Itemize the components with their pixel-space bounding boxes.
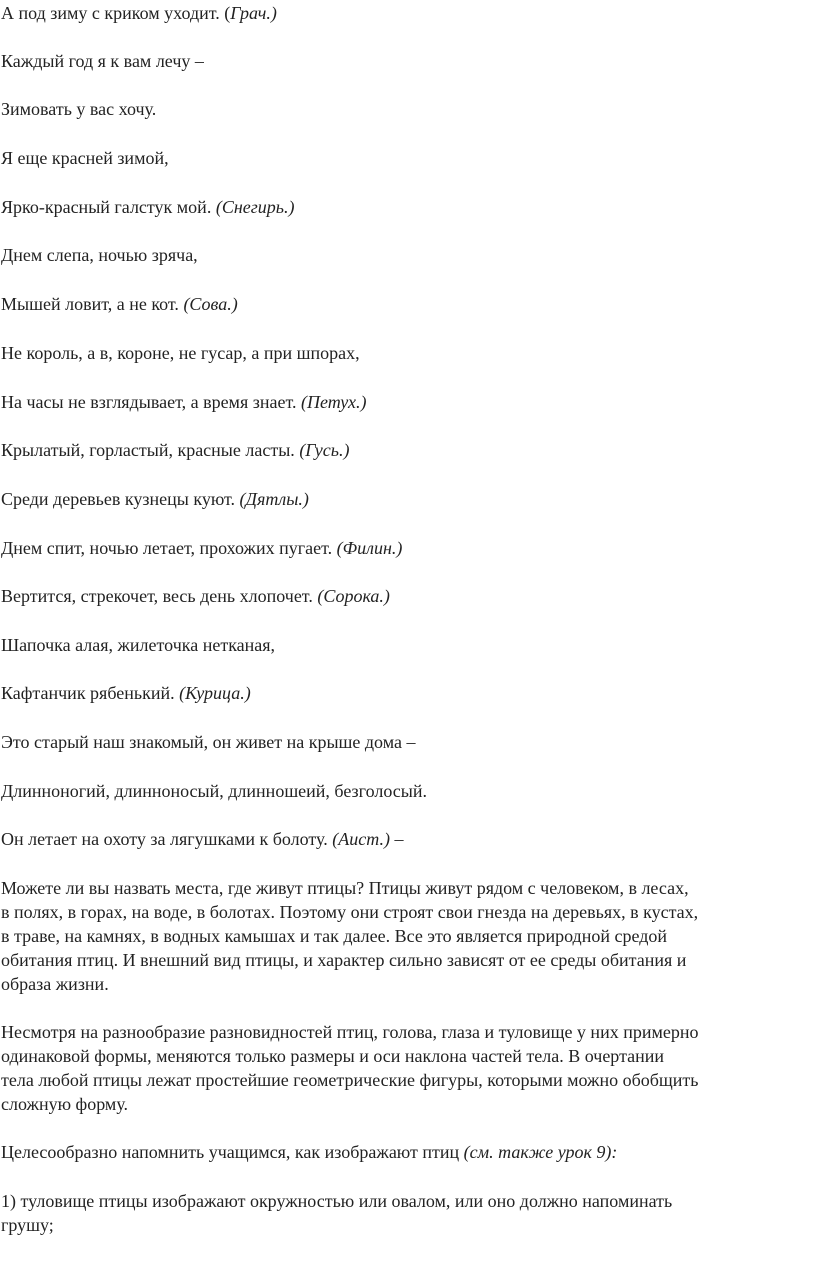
riddle-text: Зимовать у вас хочу. bbox=[1, 99, 157, 119]
riddle-text: Это старый наш знакомый, он живет на крыше дома – bbox=[1, 732, 416, 752]
paragraph-line: образа жизни. bbox=[1, 974, 109, 994]
riddle-answer: (Курица.) bbox=[179, 683, 251, 703]
riddle-line bbox=[1, 49, 204, 73]
remind-paragraph bbox=[1, 1140, 617, 1164]
riddle-line bbox=[1, 341, 360, 365]
riddle-line bbox=[1, 730, 415, 754]
riddle-line bbox=[1, 584, 390, 608]
riddle-line bbox=[1, 779, 427, 803]
riddle-text: Среди деревьев кузнецы куют. bbox=[1, 489, 240, 509]
riddle-answer: (Снегирь.) bbox=[215, 197, 295, 217]
riddle-answer: Грач.) bbox=[230, 3, 277, 23]
riddle-line bbox=[1, 681, 251, 705]
paragraph-line: сложную форму. bbox=[1, 1094, 129, 1114]
paragraph-line: в полях, в горах, на воде, в болотах. Поэтому они строят свои гнезда на деревьях, в кустах, bbox=[1, 902, 699, 922]
paragraph-line: 1) туловище птицы изображают окружностью или овалом, или оно должно напоминать bbox=[1, 1191, 673, 1211]
riddle-text: Длинноногий, длинноносый, длинношеий, безголосый. bbox=[1, 781, 428, 801]
riddle-answer: (Петух.) bbox=[300, 392, 367, 412]
riddle-line bbox=[1, 195, 294, 219]
paragraph-line: Можете ли вы назвать места, где живут птицы? Птицы живут рядом с человеком, в лесах, bbox=[1, 878, 689, 898]
riddle-text: Вертится, стрекочет, весь день хлопочет. bbox=[1, 586, 318, 606]
riddle-line bbox=[1, 97, 156, 121]
paragraph-line: Несмотря на разнообразие разновидностей птиц, голова, глаза и туловище у них примерно bbox=[1, 1022, 699, 1042]
riddle-answer: (Дятлы.) bbox=[239, 489, 309, 509]
lesson-reference: (см. также урок 9): bbox=[463, 1142, 618, 1162]
riddle-text: Не король, а в, короне, не гусар, а при шпорах, bbox=[1, 343, 360, 363]
riddle-text: А под зиму с криком уходит. ( bbox=[1, 3, 231, 23]
paragraph-line: тела любой птицы лежат простейшие геометрические фигуры, которыми можно обобщить bbox=[1, 1070, 699, 1090]
riddle-text: – bbox=[389, 829, 404, 849]
riddle-answer: (Аист.) bbox=[332, 829, 390, 849]
riddle-text: Шапочка алая, жилеточка нетканая, bbox=[1, 635, 276, 655]
riddle-line bbox=[1, 633, 275, 657]
paragraph-line: грушу; bbox=[1, 1215, 54, 1235]
riddle-line bbox=[1, 390, 367, 414]
shapes-paragraph bbox=[1, 1020, 816, 1116]
paragraph-line: одинаковой формы, меняются только размеры и оси наклона частей тела. В очертании bbox=[1, 1046, 665, 1066]
riddle-answer: (Сова.) bbox=[183, 294, 238, 314]
riddle-text: Днем спит, ночью летает, прохожих пугает. bbox=[1, 538, 337, 558]
riddle-text: Крылатый, горластый, красные ласты. bbox=[1, 440, 300, 460]
riddle-line bbox=[1, 292, 238, 316]
riddle-text: Он летает на охоту за лягушками к болоту. bbox=[1, 829, 333, 849]
step-1-paragraph bbox=[1, 1189, 816, 1237]
riddle-text: Днем слепа, ночью зряча, bbox=[1, 245, 198, 265]
riddle-text: Ярко-красный галстук мой. bbox=[1, 197, 216, 217]
riddle-text: Я еще красней зимой, bbox=[1, 148, 169, 168]
habitat-paragraph bbox=[1, 876, 816, 996]
riddle-text: Каждый год я к вам лечу – bbox=[1, 51, 204, 71]
riddle-line bbox=[1, 243, 198, 267]
riddle-line bbox=[1, 487, 309, 511]
riddle-line bbox=[1, 536, 402, 560]
riddle-text: На часы не взглядывает, а время знает. bbox=[1, 392, 301, 412]
riddle-answer: (Сорока.) bbox=[317, 586, 390, 606]
paragraph-text: Целесообразно напомнить учащимся, как изображают птиц bbox=[1, 1142, 464, 1162]
riddle-text: Кафтанчик рябенький. bbox=[1, 683, 180, 703]
riddle-text: Мышей ловит, а не кот. bbox=[1, 294, 184, 314]
riddle-answer: (Гусь.) bbox=[299, 440, 350, 460]
riddle-line bbox=[1, 1, 277, 25]
riddle-line bbox=[1, 827, 403, 851]
paragraph-line: обитания птиц. И внешний вид птицы, и характер сильно зависят от ее среды обитания и bbox=[1, 950, 687, 970]
riddle-answer: (Филин.) bbox=[336, 538, 403, 558]
paragraph-line: в траве, на камнях, в водных камышах и так далее. Все это является природной средой bbox=[1, 926, 668, 946]
riddle-line bbox=[1, 146, 169, 170]
riddle-line bbox=[1, 438, 349, 462]
